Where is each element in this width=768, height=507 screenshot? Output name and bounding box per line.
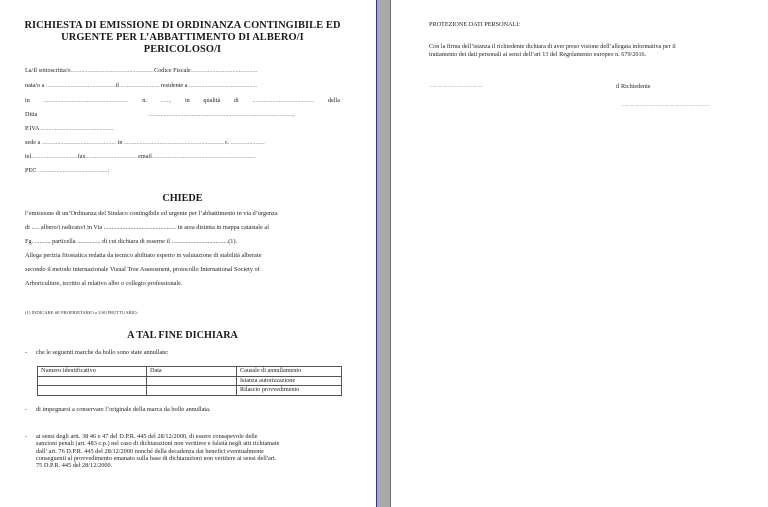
- field-blank-email[interactable]: ...................................................................: [151, 153, 256, 160]
- field-label-email: email: [138, 153, 152, 160]
- bullet-line: 75 D.P.R. 445 del 28/12/2000.: [36, 462, 113, 470]
- field-blank-qualita[interactable]: ........................................: [252, 97, 315, 104]
- text-della: della: [327, 97, 340, 104]
- bullet-dash: -: [25, 406, 28, 413]
- table-header-row: [38, 367, 342, 377]
- form-line-sottoscritto: [25, 67, 340, 75]
- field-label-nata-a: nata/o a: [25, 82, 45, 89]
- table-header-cell: Numero identificativo: [38, 367, 147, 377]
- field-blank-ditta[interactable]: ..............................................................................................,: [148, 111, 295, 118]
- field-blank-piva[interactable]: ...............................................: [40, 125, 114, 132]
- form-line-nascita: [25, 82, 340, 90]
- field-blank-sede-via[interactable]: .................................................................n.: [124, 139, 230, 146]
- table-cell-data[interactable]: [147, 386, 237, 396]
- privacy-line: Con la firma dell’istanza il richiedente dichiara di aver preso visione dell’allegata informativa per il: [429, 43, 676, 50]
- field-blank-residenza[interactable]: ............................................: [188, 82, 258, 89]
- bullet-text: [36, 433, 341, 469]
- bullet-dash: -: [25, 433, 28, 440]
- field-label-piva: P.IVA: [25, 125, 40, 132]
- privacy-paragraph: [429, 43, 676, 59]
- paragraph-perizia: [25, 252, 341, 294]
- field-label-ditta: Ditta: [25, 111, 38, 118]
- table-cell-causale: Istanza autorizzazione: [237, 376, 342, 386]
- field-blank-pec[interactable]: .............................................;: [37, 167, 110, 174]
- field-label-sede: sede a: [25, 139, 41, 146]
- field-label-codice-fiscale: Codice Fiscale: [154, 67, 191, 74]
- text-in: in: [184, 97, 190, 104]
- form-line-sede: [25, 139, 340, 147]
- title-line-3: PERICOLOSO/I: [143, 44, 222, 55]
- table-row: [38, 386, 342, 396]
- bullet-line: sanzioni penali (art. 483 c.p.) nel caso di dichiarazioni non veritiere e falsità negli atti richiamate: [36, 440, 280, 448]
- document-page-1: [0, 0, 376, 507]
- bullet-line: conseguenti al provvedimento emanato sulla base di dichiarazioni non veritiere ai sensi dell'art.: [36, 454, 277, 462]
- field-label-residente: residente a: [160, 82, 188, 89]
- paragraph-richiesta: [25, 210, 341, 252]
- field-label-in: in: [25, 97, 30, 104]
- table-header-cell: Data: [147, 367, 237, 377]
- field-label-n: n.: [142, 97, 147, 104]
- table-row: [38, 376, 342, 386]
- table-header-cell: Causale di annullamento: [237, 367, 342, 377]
- field-blank-tel[interactable]: ..............................: [31, 153, 78, 160]
- footnote: (1) INDICARE SE PROPRIETARIO o USUFRUTTUARIO;: [25, 310, 138, 315]
- privacy-heading: PROTEZIONE DATI PERSONALI:: [429, 21, 521, 28]
- text-qualita: qualità: [203, 97, 221, 104]
- form-line-indirizzo: [25, 97, 340, 105]
- signature-blank[interactable]: ......................................................................: [622, 103, 710, 108]
- title-line-1: RICHIESTA DI EMISSIONE DI ORDINANZA CONTINGIBILE ED: [24, 20, 341, 31]
- field-blank-fax[interactable]: ..................................: [85, 153, 139, 160]
- field-label-sottoscritto: La/Il sottoscritta/o: [25, 67, 71, 74]
- field-label-fax: fax: [77, 153, 86, 160]
- paragraph-line: Arboriculture, iscritto al relativo albo o collegio professionale.: [25, 280, 183, 287]
- field-blank-codice-fiscale[interactable]: ...........................................: [190, 67, 258, 74]
- bullet-dash: -: [25, 349, 28, 356]
- field-blank-data-nascita[interactable]: .........................: [120, 82, 160, 89]
- table-cell-numero[interactable]: [38, 376, 147, 386]
- form-line-ditta: [25, 111, 340, 119]
- marche-bollo-table: [37, 366, 342, 396]
- document-title: [20, 20, 345, 56]
- signer-label: il Richiedente: [616, 83, 651, 90]
- title-line-2: URGENTE PER L’ABBATTIMENTO DI ALBERO/I: [61, 32, 304, 43]
- paragraph-line: Fg. .......... particella ............... di cui dichiara di esserne il ....................................(1).: [25, 238, 238, 245]
- date-place-blank[interactable]: ..........................................: [430, 84, 483, 89]
- table-cell-numero[interactable]: [38, 386, 147, 396]
- paragraph-line: di ..... albero/i radicato/i in Via .............................................. in area distinta in mappa catastale al: [25, 224, 269, 231]
- field-blank-sede[interactable]: ................................................: [41, 139, 117, 146]
- field-label-pec: PEC: [25, 167, 37, 174]
- paragraph-line: Allega perizia fitostatica redatta da tecnico abilitato esperto in valutazione di stabilità alberate: [25, 252, 262, 259]
- heading-chiede: CHIEDE: [162, 193, 203, 204]
- privacy-line: trattamento dei dati personali ai sensi dell’art 13 del Regolamento europeo n. 679/2016.: [429, 51, 647, 59]
- bullet-text: di impegnarsi a conservare l’originale della marca da bollo annullata.: [36, 406, 211, 413]
- bullet-line: dall’ art. 76 D.P.R. 445 del 28/12/2000 nonché della decadenza dai benefici eventualmente: [36, 447, 264, 455]
- paragraph-line: secondo il metodo internazionale Visual Tree Assessment, protocollo International Society of: [25, 266, 260, 273]
- field-blank-via[interactable]: .......................................................: [43, 97, 129, 104]
- field-blank-sede-civico[interactable]: ......................: [230, 139, 265, 146]
- form-line-pec: [25, 167, 340, 175]
- form-line-piva: [25, 125, 340, 133]
- document-page-2: [391, 0, 768, 507]
- field-label-il: il: [115, 82, 120, 89]
- table-cell-data[interactable]: [147, 376, 237, 386]
- field-label-sede-in: in: [117, 139, 123, 146]
- table-cell-causale: Rilascio provvedimento: [237, 386, 342, 396]
- page-gap-divider: [377, 0, 391, 507]
- bullet-text: che le seguenti marche da bollo sono state annullate:: [36, 349, 169, 356]
- bullet-line: ai sensi degli artt. 38 46 e 47 del D.P.R. 445 del 28/12/2000, di essere consapevole delle: [36, 433, 258, 440]
- text-di: di: [233, 97, 239, 104]
- field-blank-civico[interactable]: ......,: [160, 97, 172, 104]
- field-blank-nome[interactable]: ......................................................: [70, 67, 155, 74]
- field-label-tel: tel: [25, 153, 32, 160]
- form-line-contatti: [25, 153, 340, 161]
- field-blank-luogo-nascita[interactable]: .............................................: [45, 82, 116, 89]
- paragraph-line: l’emissione di un’Ordinanza del Sindaco contingibile ed urgente per l’abbattimento in via d’urgenza: [25, 210, 278, 217]
- heading-dichiara: A TAL FINE DICHIARA: [127, 330, 238, 341]
